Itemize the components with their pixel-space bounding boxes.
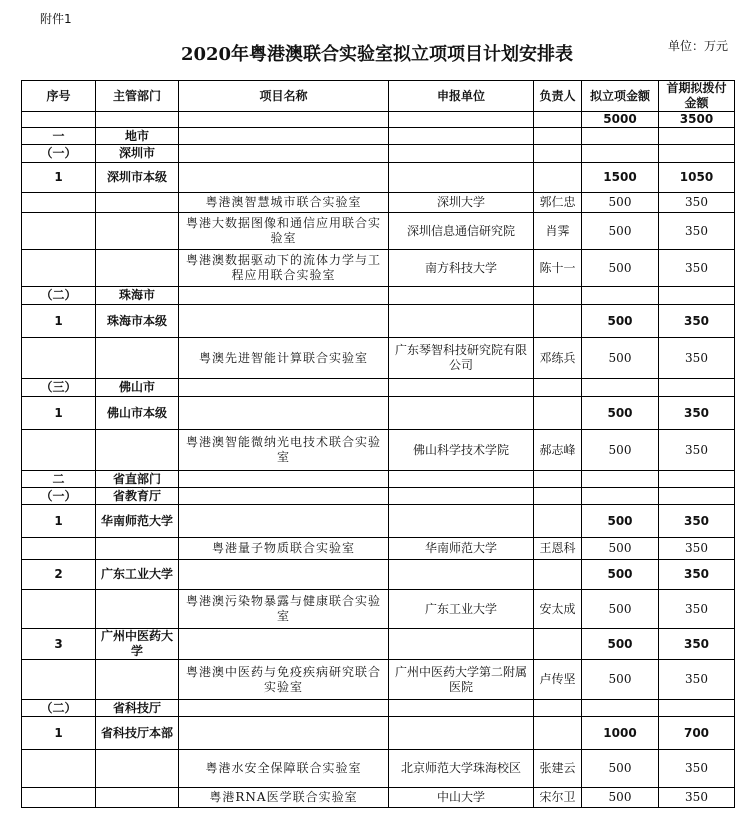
cell-project-name (179, 717, 389, 750)
cell-person: 郝志峰 (534, 430, 582, 471)
cell-first-payment: 350 (659, 250, 735, 287)
cell-index: （一） (22, 488, 96, 505)
cell-first-payment: 350 (659, 430, 735, 471)
cell-first-payment: 350 (659, 750, 735, 788)
cell-applicant (389, 717, 534, 750)
cell-applicant: 中山大学 (389, 788, 534, 808)
cell-first-payment (659, 287, 735, 305)
cell-project-name (179, 163, 389, 193)
cell-department: 深圳市 (96, 145, 179, 163)
cell-person: 陈十一 (534, 250, 582, 287)
cell-amount: 500 (582, 788, 659, 808)
table-row (22, 112, 735, 128)
cell-amount: 500 (582, 629, 659, 660)
cell-index (22, 338, 96, 379)
cell-index (22, 430, 96, 471)
cell-department: 佛山市 (96, 379, 179, 397)
cell-amount (582, 700, 659, 717)
cell-first-payment: 1050 (659, 163, 735, 193)
cell-applicant (389, 287, 534, 305)
cell-project-name: 粤港水安全保障联合实验室 (179, 750, 389, 788)
cell-project-name (179, 379, 389, 397)
cell-department: 佛山市本级 (96, 397, 179, 430)
cell-amount (582, 379, 659, 397)
cell-index (22, 112, 96, 128)
cell-department (96, 430, 179, 471)
cell-first-payment (659, 128, 735, 145)
cell-applicant: 深圳信息通信研究院 (389, 213, 534, 250)
cell-person: 宋尔卫 (534, 788, 582, 808)
header-cell-person: 负责人 (534, 81, 582, 112)
cell-amount: 500 (582, 590, 659, 629)
cell-department: 省直部门 (96, 471, 179, 488)
cell-project-name: 粤港RNA医学联合实验室 (179, 788, 389, 808)
document-title: 2020年粤港澳联合实验室拟立项项目计划安排表 (180, 44, 574, 65)
cell-first-payment: 350 (659, 338, 735, 379)
cell-index (22, 660, 96, 700)
cell-department: 深圳市本级 (96, 163, 179, 193)
cell-person (534, 128, 582, 145)
cell-index: 2 (22, 560, 96, 590)
table-body (22, 112, 735, 808)
cell-department: 省科技厅本部 (96, 717, 179, 750)
cell-applicant (389, 471, 534, 488)
cell-index: （二） (22, 700, 96, 717)
project-table (21, 80, 735, 808)
cell-department: 广东工业大学 (96, 560, 179, 590)
cell-department (96, 193, 179, 213)
cell-index: 1 (22, 163, 96, 193)
cell-amount: 5000 (582, 112, 659, 128)
cell-person (534, 379, 582, 397)
cell-person (534, 700, 582, 717)
cell-person (534, 145, 582, 163)
cell-index: （三） (22, 379, 96, 397)
cell-index: 1 (22, 505, 96, 538)
table-row (22, 305, 735, 338)
cell-person (534, 488, 582, 505)
cell-amount: 500 (582, 193, 659, 213)
cell-department (96, 750, 179, 788)
cell-applicant (389, 560, 534, 590)
header-cell-project-name: 项目名称 (179, 81, 389, 112)
table-row (22, 750, 735, 788)
cell-first-payment: 350 (659, 590, 735, 629)
cell-project-name (179, 488, 389, 505)
cell-amount (582, 488, 659, 505)
cell-project-name (179, 112, 389, 128)
cell-first-payment: 350 (659, 788, 735, 808)
cell-amount: 500 (582, 213, 659, 250)
cell-project-name: 粤澳先进智能计算联合实验室 (179, 338, 389, 379)
cell-first-payment: 350 (659, 305, 735, 338)
cell-applicant (389, 505, 534, 538)
cell-applicant: 广州中医药大学第二附属医院 (389, 660, 534, 700)
cell-project-name (179, 287, 389, 305)
cell-project-name (179, 505, 389, 538)
header-cell-amount: 拟立项金额 (582, 81, 659, 112)
cell-department (96, 788, 179, 808)
cell-applicant (389, 163, 534, 193)
cell-project-name: 粤港大数据图像和通信应用联合实验室 (179, 213, 389, 250)
table-row (22, 560, 735, 590)
cell-department (96, 660, 179, 700)
table-row (22, 287, 735, 305)
cell-index: 1 (22, 717, 96, 750)
table-row (22, 250, 735, 287)
table-row (22, 488, 735, 505)
table-row (22, 538, 735, 560)
cell-index (22, 250, 96, 287)
table-row (22, 128, 735, 145)
cell-index: 1 (22, 305, 96, 338)
table-row (22, 338, 735, 379)
table-row (22, 700, 735, 717)
table-row (22, 629, 735, 660)
cell-project-name (179, 700, 389, 717)
cell-department (96, 538, 179, 560)
cell-amount: 500 (582, 430, 659, 471)
cell-department (96, 338, 179, 379)
cell-department (96, 590, 179, 629)
cell-applicant: 广东工业大学 (389, 590, 534, 629)
header-cell-first-payment: 首期拟拨付金额 (659, 81, 735, 112)
cell-project-name: 粤港澳智能微纳光电技术联合实验室 (179, 430, 389, 471)
cell-applicant: 广东琴智科技研究院有限公司 (389, 338, 534, 379)
table-row (22, 590, 735, 629)
cell-department (96, 250, 179, 287)
header-cell-applicant: 申报单位 (389, 81, 534, 112)
cell-person (534, 287, 582, 305)
cell-department (96, 213, 179, 250)
cell-person: 张建云 (534, 750, 582, 788)
cell-first-payment: 350 (659, 629, 735, 660)
cell-index: 1 (22, 397, 96, 430)
cell-index: （二） (22, 287, 96, 305)
table-row (22, 397, 735, 430)
cell-project-name (179, 560, 389, 590)
cell-person: 邓练兵 (534, 338, 582, 379)
cell-project-name (179, 629, 389, 660)
cell-department: 珠海市 (96, 287, 179, 305)
table-row (22, 193, 735, 213)
cell-amount: 1500 (582, 163, 659, 193)
cell-project-name (179, 471, 389, 488)
cell-first-payment (659, 488, 735, 505)
cell-first-payment: 3500 (659, 112, 735, 128)
cell-applicant (389, 379, 534, 397)
cell-index (22, 193, 96, 213)
table-row (22, 717, 735, 750)
cell-applicant (389, 145, 534, 163)
cell-amount: 500 (582, 305, 659, 338)
cell-department: 珠海市本级 (96, 305, 179, 338)
cell-amount: 500 (582, 560, 659, 590)
cell-person (534, 505, 582, 538)
cell-first-payment: 700 (659, 717, 735, 750)
cell-index: （一） (22, 145, 96, 163)
cell-applicant (389, 700, 534, 717)
cell-index (22, 788, 96, 808)
cell-index (22, 750, 96, 788)
cell-amount: 500 (582, 505, 659, 538)
cell-project-name: 粤港澳数据驱动下的流体力学与工程应用联合实验室 (179, 250, 389, 287)
cell-person (534, 471, 582, 488)
table-row (22, 163, 735, 193)
cell-person: 卢传坚 (534, 660, 582, 700)
cell-amount (582, 128, 659, 145)
cell-index (22, 213, 96, 250)
cell-person (534, 305, 582, 338)
cell-amount: 500 (582, 660, 659, 700)
cell-applicant (389, 488, 534, 505)
header-cell-department: 主管部门 (96, 81, 179, 112)
cell-person (534, 717, 582, 750)
cell-person (534, 397, 582, 430)
cell-amount: 500 (582, 750, 659, 788)
cell-first-payment (659, 379, 735, 397)
cell-person: 郭仁忠 (534, 193, 582, 213)
cell-applicant (389, 128, 534, 145)
table-row (22, 213, 735, 250)
unit-note: 单位：万元 (667, 39, 728, 53)
cell-person (534, 112, 582, 128)
table-row (22, 505, 735, 538)
header-row (22, 81, 735, 112)
cell-applicant: 北京师范大学珠海校区 (389, 750, 534, 788)
table-row (22, 430, 735, 471)
attachment-label: 附件1 (40, 12, 72, 26)
cell-applicant (389, 397, 534, 430)
cell-first-payment: 350 (659, 213, 735, 250)
cell-project-name: 粤港澳污染物暴露与健康联合实验室 (179, 590, 389, 629)
cell-person: 肖霁 (534, 213, 582, 250)
cell-person: 安太成 (534, 590, 582, 629)
cell-department: 广州中医药大学 (96, 629, 179, 660)
cell-project-name: 粤港量子物质联合实验室 (179, 538, 389, 560)
table-row (22, 660, 735, 700)
table-row (22, 145, 735, 163)
cell-first-payment (659, 145, 735, 163)
cell-first-payment (659, 471, 735, 488)
cell-person: 王恩科 (534, 538, 582, 560)
cell-applicant (389, 112, 534, 128)
cell-applicant: 华南师范大学 (389, 538, 534, 560)
cell-project-name (179, 128, 389, 145)
cell-applicant: 深圳大学 (389, 193, 534, 213)
cell-applicant: 佛山科学技术学院 (389, 430, 534, 471)
cell-department (96, 112, 179, 128)
cell-person (534, 560, 582, 590)
cell-first-payment: 350 (659, 660, 735, 700)
cell-amount: 500 (582, 538, 659, 560)
cell-department: 省科技厅 (96, 700, 179, 717)
cell-index: 二 (22, 471, 96, 488)
table-row (22, 788, 735, 808)
cell-first-payment: 350 (659, 193, 735, 213)
cell-amount: 500 (582, 338, 659, 379)
cell-applicant (389, 305, 534, 338)
cell-applicant (389, 629, 534, 660)
cell-department: 地市 (96, 128, 179, 145)
cell-project-name (179, 397, 389, 430)
cell-index (22, 538, 96, 560)
cell-amount: 500 (582, 397, 659, 430)
cell-department: 省教育厅 (96, 488, 179, 505)
cell-index: 3 (22, 629, 96, 660)
cell-department: 华南师范大学 (96, 505, 179, 538)
header-cell-index: 序号 (22, 81, 96, 112)
cell-first-payment: 350 (659, 538, 735, 560)
cell-first-payment (659, 700, 735, 717)
cell-index: 一 (22, 128, 96, 145)
cell-amount: 1000 (582, 717, 659, 750)
cell-project-name (179, 145, 389, 163)
cell-person (534, 629, 582, 660)
cell-project-name (179, 305, 389, 338)
cell-person (534, 163, 582, 193)
table-row (22, 471, 735, 488)
cell-first-payment: 350 (659, 505, 735, 538)
cell-project-name: 粤港澳中医药与免疫疾病研究联合实验室 (179, 660, 389, 700)
cell-project-name: 粤港澳智慧城市联合实验室 (179, 193, 389, 213)
cell-first-payment: 350 (659, 397, 735, 430)
cell-amount (582, 287, 659, 305)
cell-amount (582, 145, 659, 163)
cell-amount (582, 471, 659, 488)
cell-first-payment: 350 (659, 560, 735, 590)
cell-index (22, 590, 96, 629)
table-row (22, 379, 735, 397)
cell-applicant: 南方科技大学 (389, 250, 534, 287)
cell-amount: 500 (582, 250, 659, 287)
